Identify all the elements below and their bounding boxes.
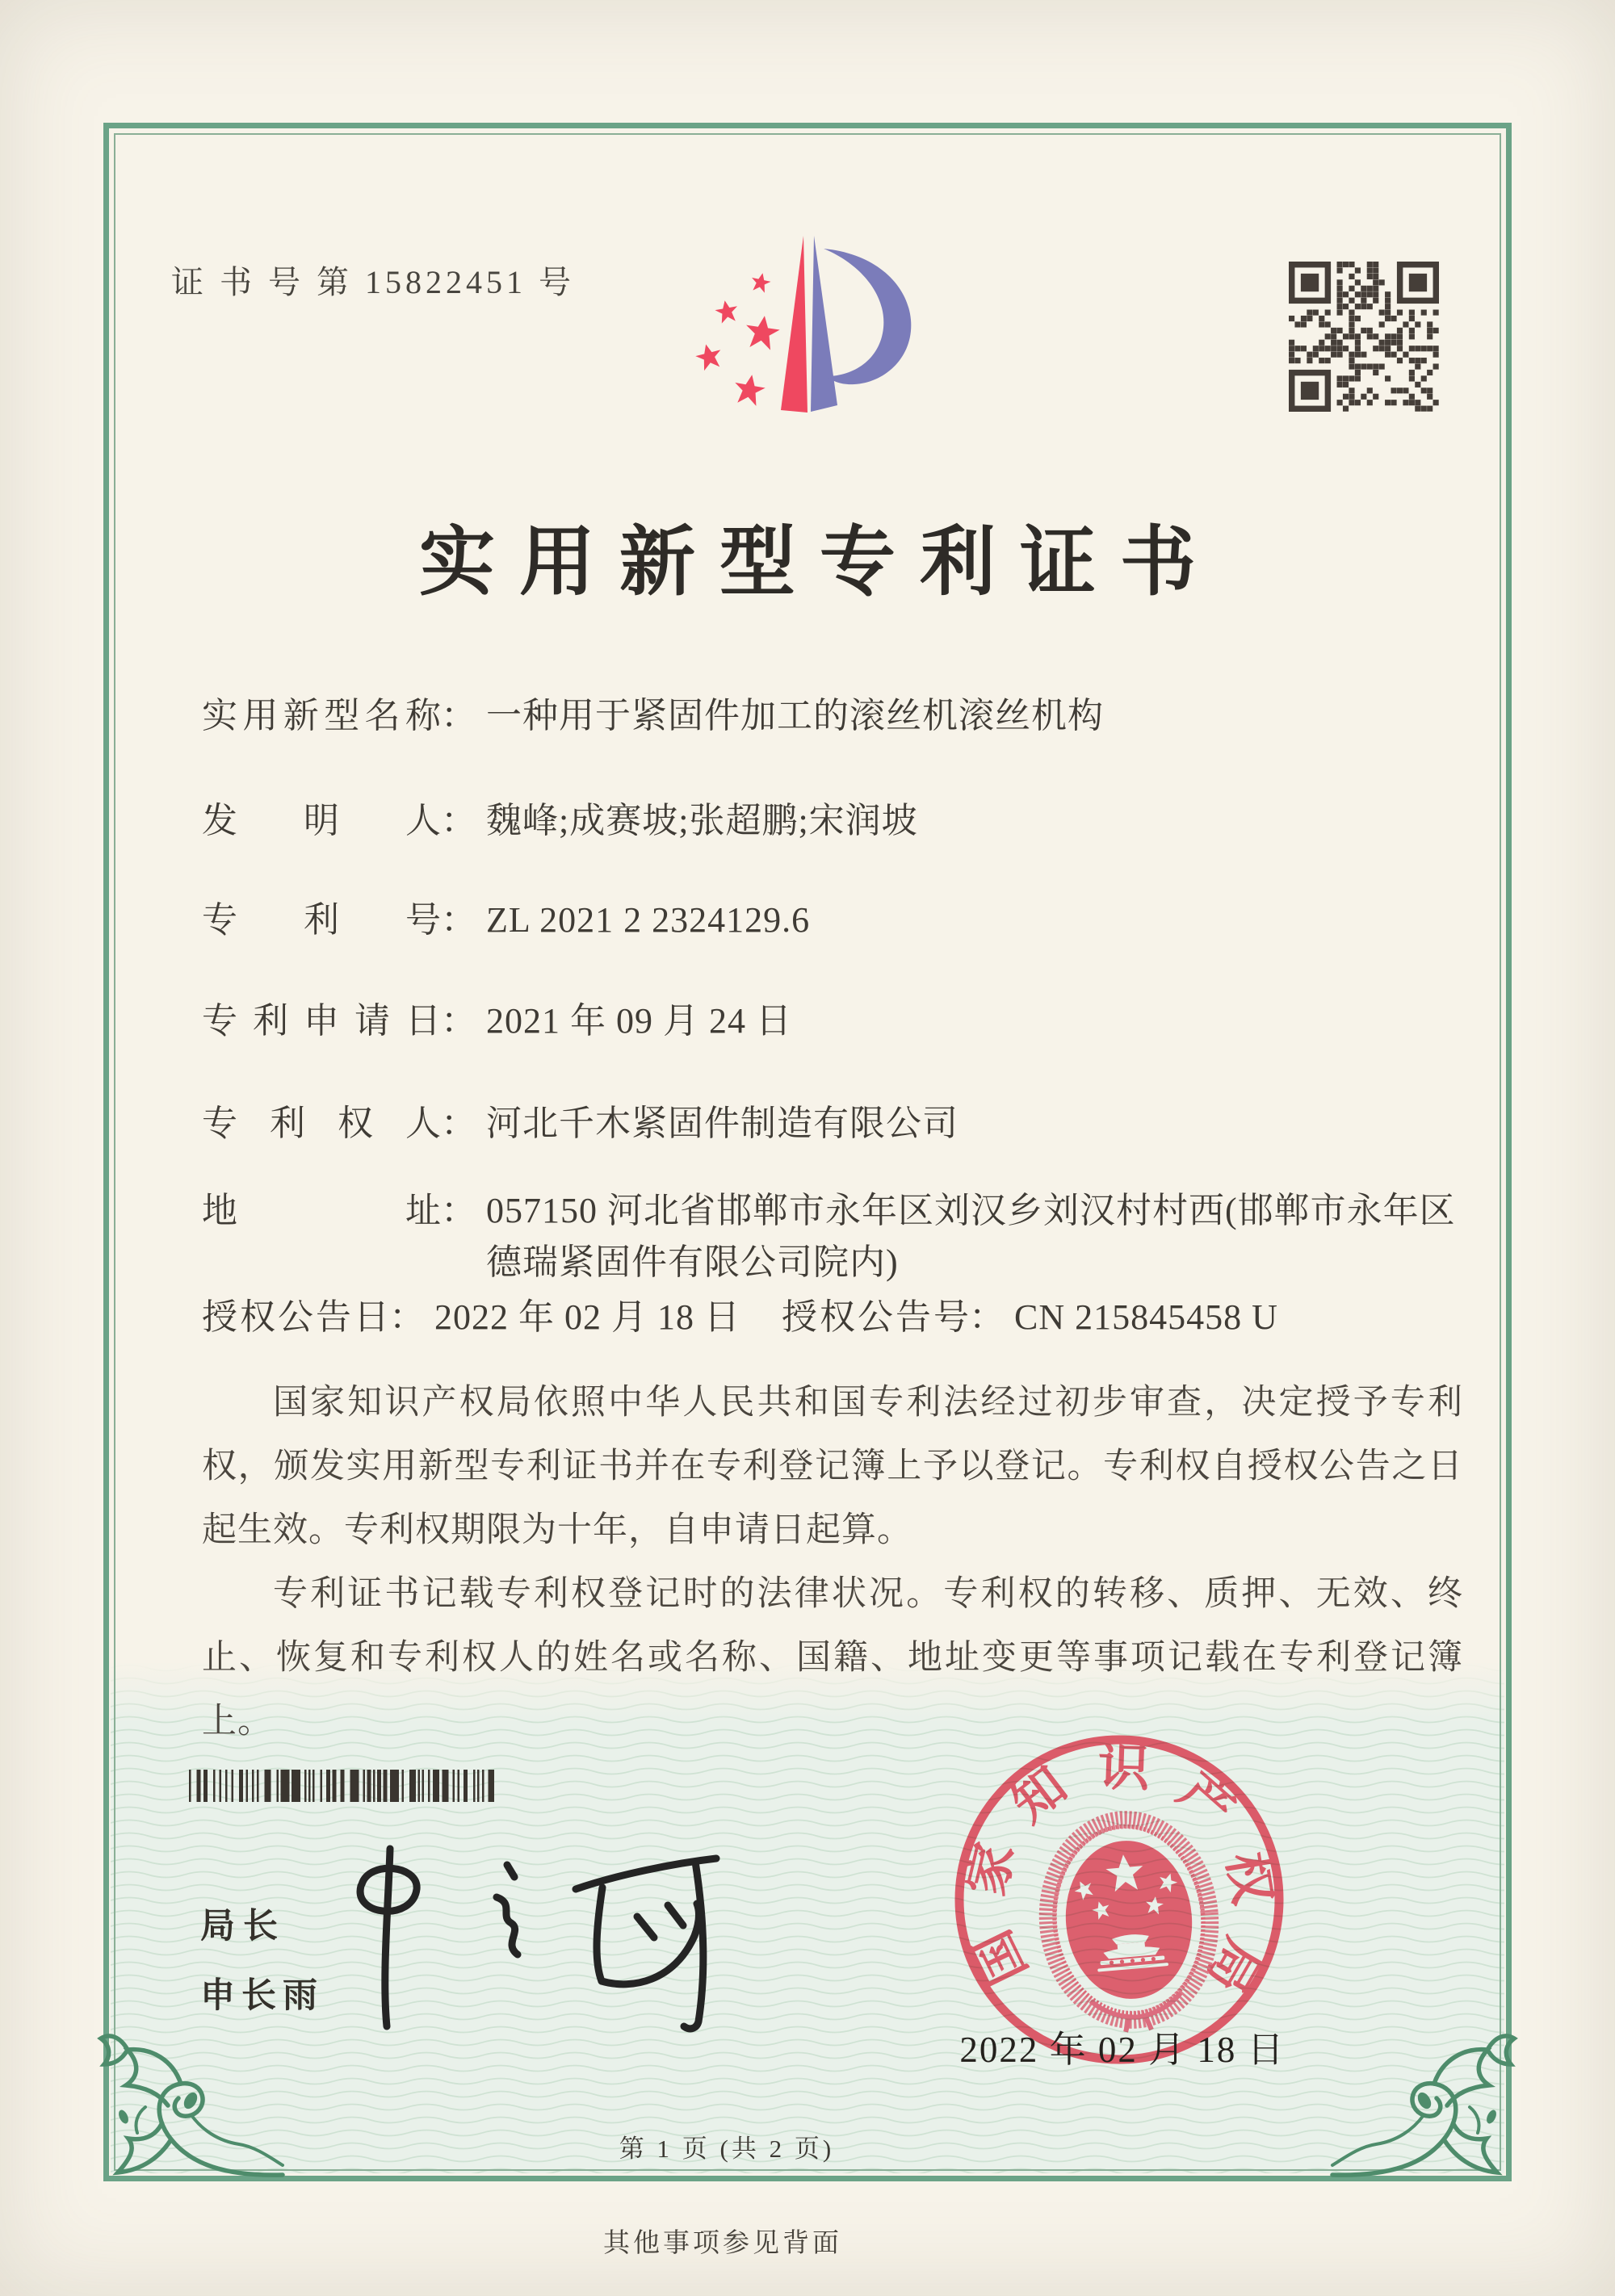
field-row-patentee — [202, 1098, 1462, 1150]
legal-paragraph-2: 专利证书记载专利权登记时的法律状况。专利权的转移、质押、无效、终止、恢复和专利权人的姓名或名称、国籍、地址变更等事项记载在专利登记簿上。 — [202, 1575, 1463, 1741]
field-value: 河北千木紧固件制造有限公司 — [486, 1104, 959, 1143]
seal-date: 2022 年 02 月 18 日 — [959, 2030, 1286, 2070]
grant-number-group — [782, 1292, 1278, 1343]
field-label: 地址 — [202, 1191, 441, 1230]
grant-date-label: 授权公告日 — [202, 1297, 389, 1337]
legal-text-block — [202, 1371, 1463, 1753]
field-label: 专利申请日 — [202, 1001, 441, 1041]
signer-title: 局长 — [200, 1907, 286, 1946]
field-label: 专利权人 — [202, 1104, 441, 1143]
field-value: 057150 河北省邯郸市永年区刘汉乡刘汉村村西(邯郸市永年区德瑞紧固件有限公司院内) — [486, 1191, 1456, 1282]
svg-text:知: 知 — [1000, 1756, 1077, 1833]
svg-text:局: 局 — [1195, 1929, 1272, 2003]
field-row-patent-number — [202, 895, 1462, 946]
field-colon: ： — [441, 1191, 476, 1230]
field-label: 实用新型名称 — [202, 696, 441, 735]
field-row-utility-model-name — [202, 690, 1462, 742]
signer-name: 申长雨 — [200, 1976, 324, 2015]
field-colon: ： — [441, 1001, 476, 1041]
field-colon: ： — [441, 696, 476, 735]
grant-date-value: 2022 年 02 月 18 日 — [434, 1297, 740, 1337]
field-value: 一种用于紧固件加工的滚丝机滚丝机构 — [486, 696, 1104, 735]
svg-text:识: 识 — [1097, 1738, 1151, 1798]
back-side-note: 其他事项参见背面 — [603, 2229, 842, 2258]
grant-no-value: CN 215845458 U — [1014, 1297, 1278, 1337]
svg-text:产: 产 — [1168, 1762, 1245, 1840]
grant-no-label: 授权公告号 — [782, 1297, 969, 1337]
field-colon: ： — [441, 900, 476, 940]
qr-code-icon — [1289, 262, 1439, 412]
legal-paragraph-1: 国家知识产权局依照中华人民共和国专利法经过初步审查，决定授予专利权，颁发实用新型专利证书并在专利登记簿上予以登记。专利权自授权公告之日起生效。专利权期限为十年，自申请日起算。 — [202, 1384, 1463, 1549]
field-row-filing-date — [202, 995, 1462, 1047]
field-label: 发明人 — [202, 801, 441, 840]
field-colon: ： — [969, 1297, 1005, 1337]
field-colon: ： — [441, 801, 476, 840]
signature-icon — [335, 1839, 852, 2037]
field-colon: ： — [389, 1297, 425, 1337]
field-value: 2021 年 09 月 24 日 — [486, 1001, 792, 1041]
field-row-address — [202, 1185, 1462, 1288]
page-number: 第 1 页 (共 2 页) — [619, 2135, 835, 2163]
svg-text:国: 国 — [963, 1921, 1038, 1993]
svg-text:家: 家 — [956, 1837, 1025, 1901]
field-value: 魏峰;成赛坡;张超鹏;宋润坡 — [486, 801, 918, 840]
barcode-icon — [189, 1770, 496, 1802]
field-label: 专利号 — [202, 900, 441, 940]
field-value: ZL 2021 2 2324129.6 — [486, 900, 811, 940]
field-colon: ： — [441, 1104, 476, 1143]
field-row-inventors — [202, 795, 1462, 847]
svg-text:权: 权 — [1217, 1848, 1282, 1908]
certificate-number: 证 书 号 第 15822451 号 — [171, 264, 575, 300]
field-row-grant — [202, 1292, 1462, 1343]
certificate-title: 实用新型专利证书 — [418, 521, 1220, 605]
cnipa-patent-logo-icon — [688, 234, 930, 428]
